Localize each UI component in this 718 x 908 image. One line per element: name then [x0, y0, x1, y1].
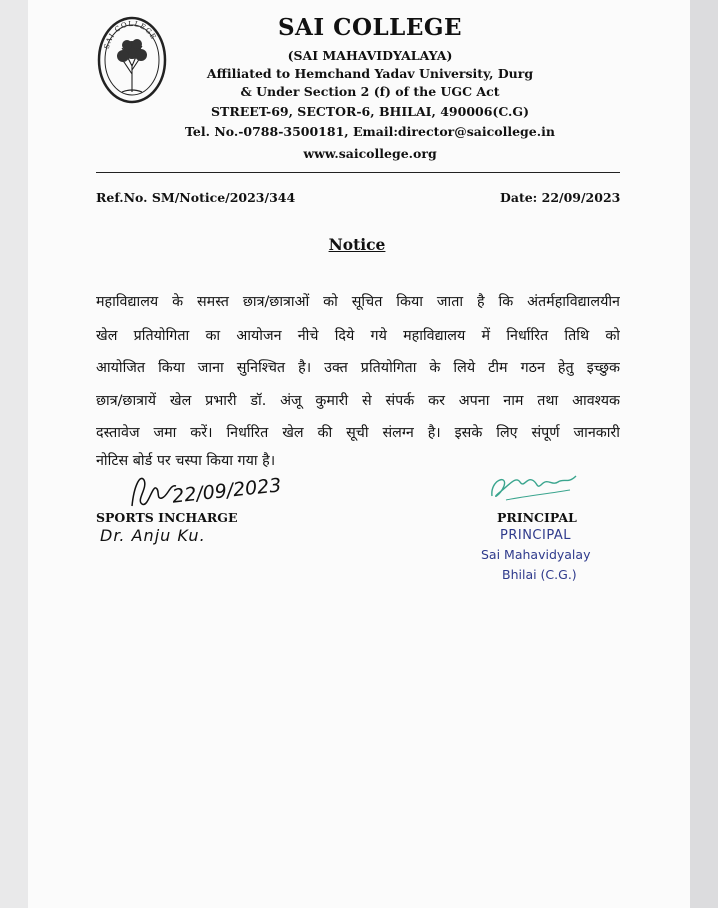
- reference-number: Ref.No. SM/Notice/2023/344: [96, 190, 296, 205]
- header-divider: [96, 172, 620, 173]
- principal-label: PRINCIPAL: [497, 510, 577, 525]
- notice-body-line: खेल प्रतियोगिता का आयोजन नीचे दिये गये महाविद्यालय में निर्धारित तिथि को: [96, 328, 620, 344]
- notice-body-line: छात्र/छात्रायें खेल प्रभारी डॉ. अंजू कुमारी से संपर्क कर अपना नाम तथा आवश्यक: [96, 393, 620, 409]
- college-name: SAI COLLEGE: [277, 14, 463, 41]
- principal-stamp-title: PRINCIPAL: [500, 528, 571, 543]
- notice-body-line: दस्तावेज जमा करें। निर्धारित खेल की सूची संलग्न है। इसके लिए संपूर्ण जानकारी: [96, 425, 620, 441]
- website: www.saicollege.org: [303, 146, 437, 161]
- principal-stamp-place: Bhilai (C.G.): [502, 567, 577, 582]
- page-edge: [690, 0, 718, 908]
- principal-stamp-college: Sai Mahavidyalay: [481, 547, 591, 562]
- notice-title: Notice: [328, 235, 386, 254]
- college-logo: [96, 14, 168, 104]
- notice-body-line: आयोजित किया जाना सुनिश्चित है। उक्त प्रतियोगिता के लिये टीम गठन हेतु इच्छुक: [96, 360, 620, 376]
- principal-signature: [486, 466, 586, 508]
- affiliation-line-1: Affiliated to Hemchand Yadav University, Durg: [206, 66, 534, 81]
- college-address: STREET-69, SECTOR-6, BHILAI, 490006(C.G): [211, 104, 529, 119]
- sports-handwritten-date: 22/09/2023: [171, 474, 283, 508]
- sports-incharge-label: SPORTS INCHARGE: [96, 510, 238, 525]
- college-subtitle: (SAI MAHAVIDYALAYA): [287, 48, 453, 63]
- notice-date: Date: 22/09/2023: [500, 190, 621, 205]
- notice-body-line: नोटिस बोर्ड पर चस्पा किया गया है।: [96, 453, 276, 469]
- logo-text: SAI COLLEGE: [102, 19, 158, 50]
- contact-line: Tel. No.-0788-3500181, Email:director@saicollege.in: [185, 124, 555, 139]
- affiliation-line-2: & Under Section 2 (f) of the UGC Act: [240, 84, 500, 99]
- notice-body-line: महाविद्यालय के समस्त छात्र/छात्राओं को सूचित किया जाता है कि अंतर्महाविद्यालयीन: [96, 294, 620, 310]
- sports-handwritten-name: Dr. Anju Ku.: [100, 526, 206, 545]
